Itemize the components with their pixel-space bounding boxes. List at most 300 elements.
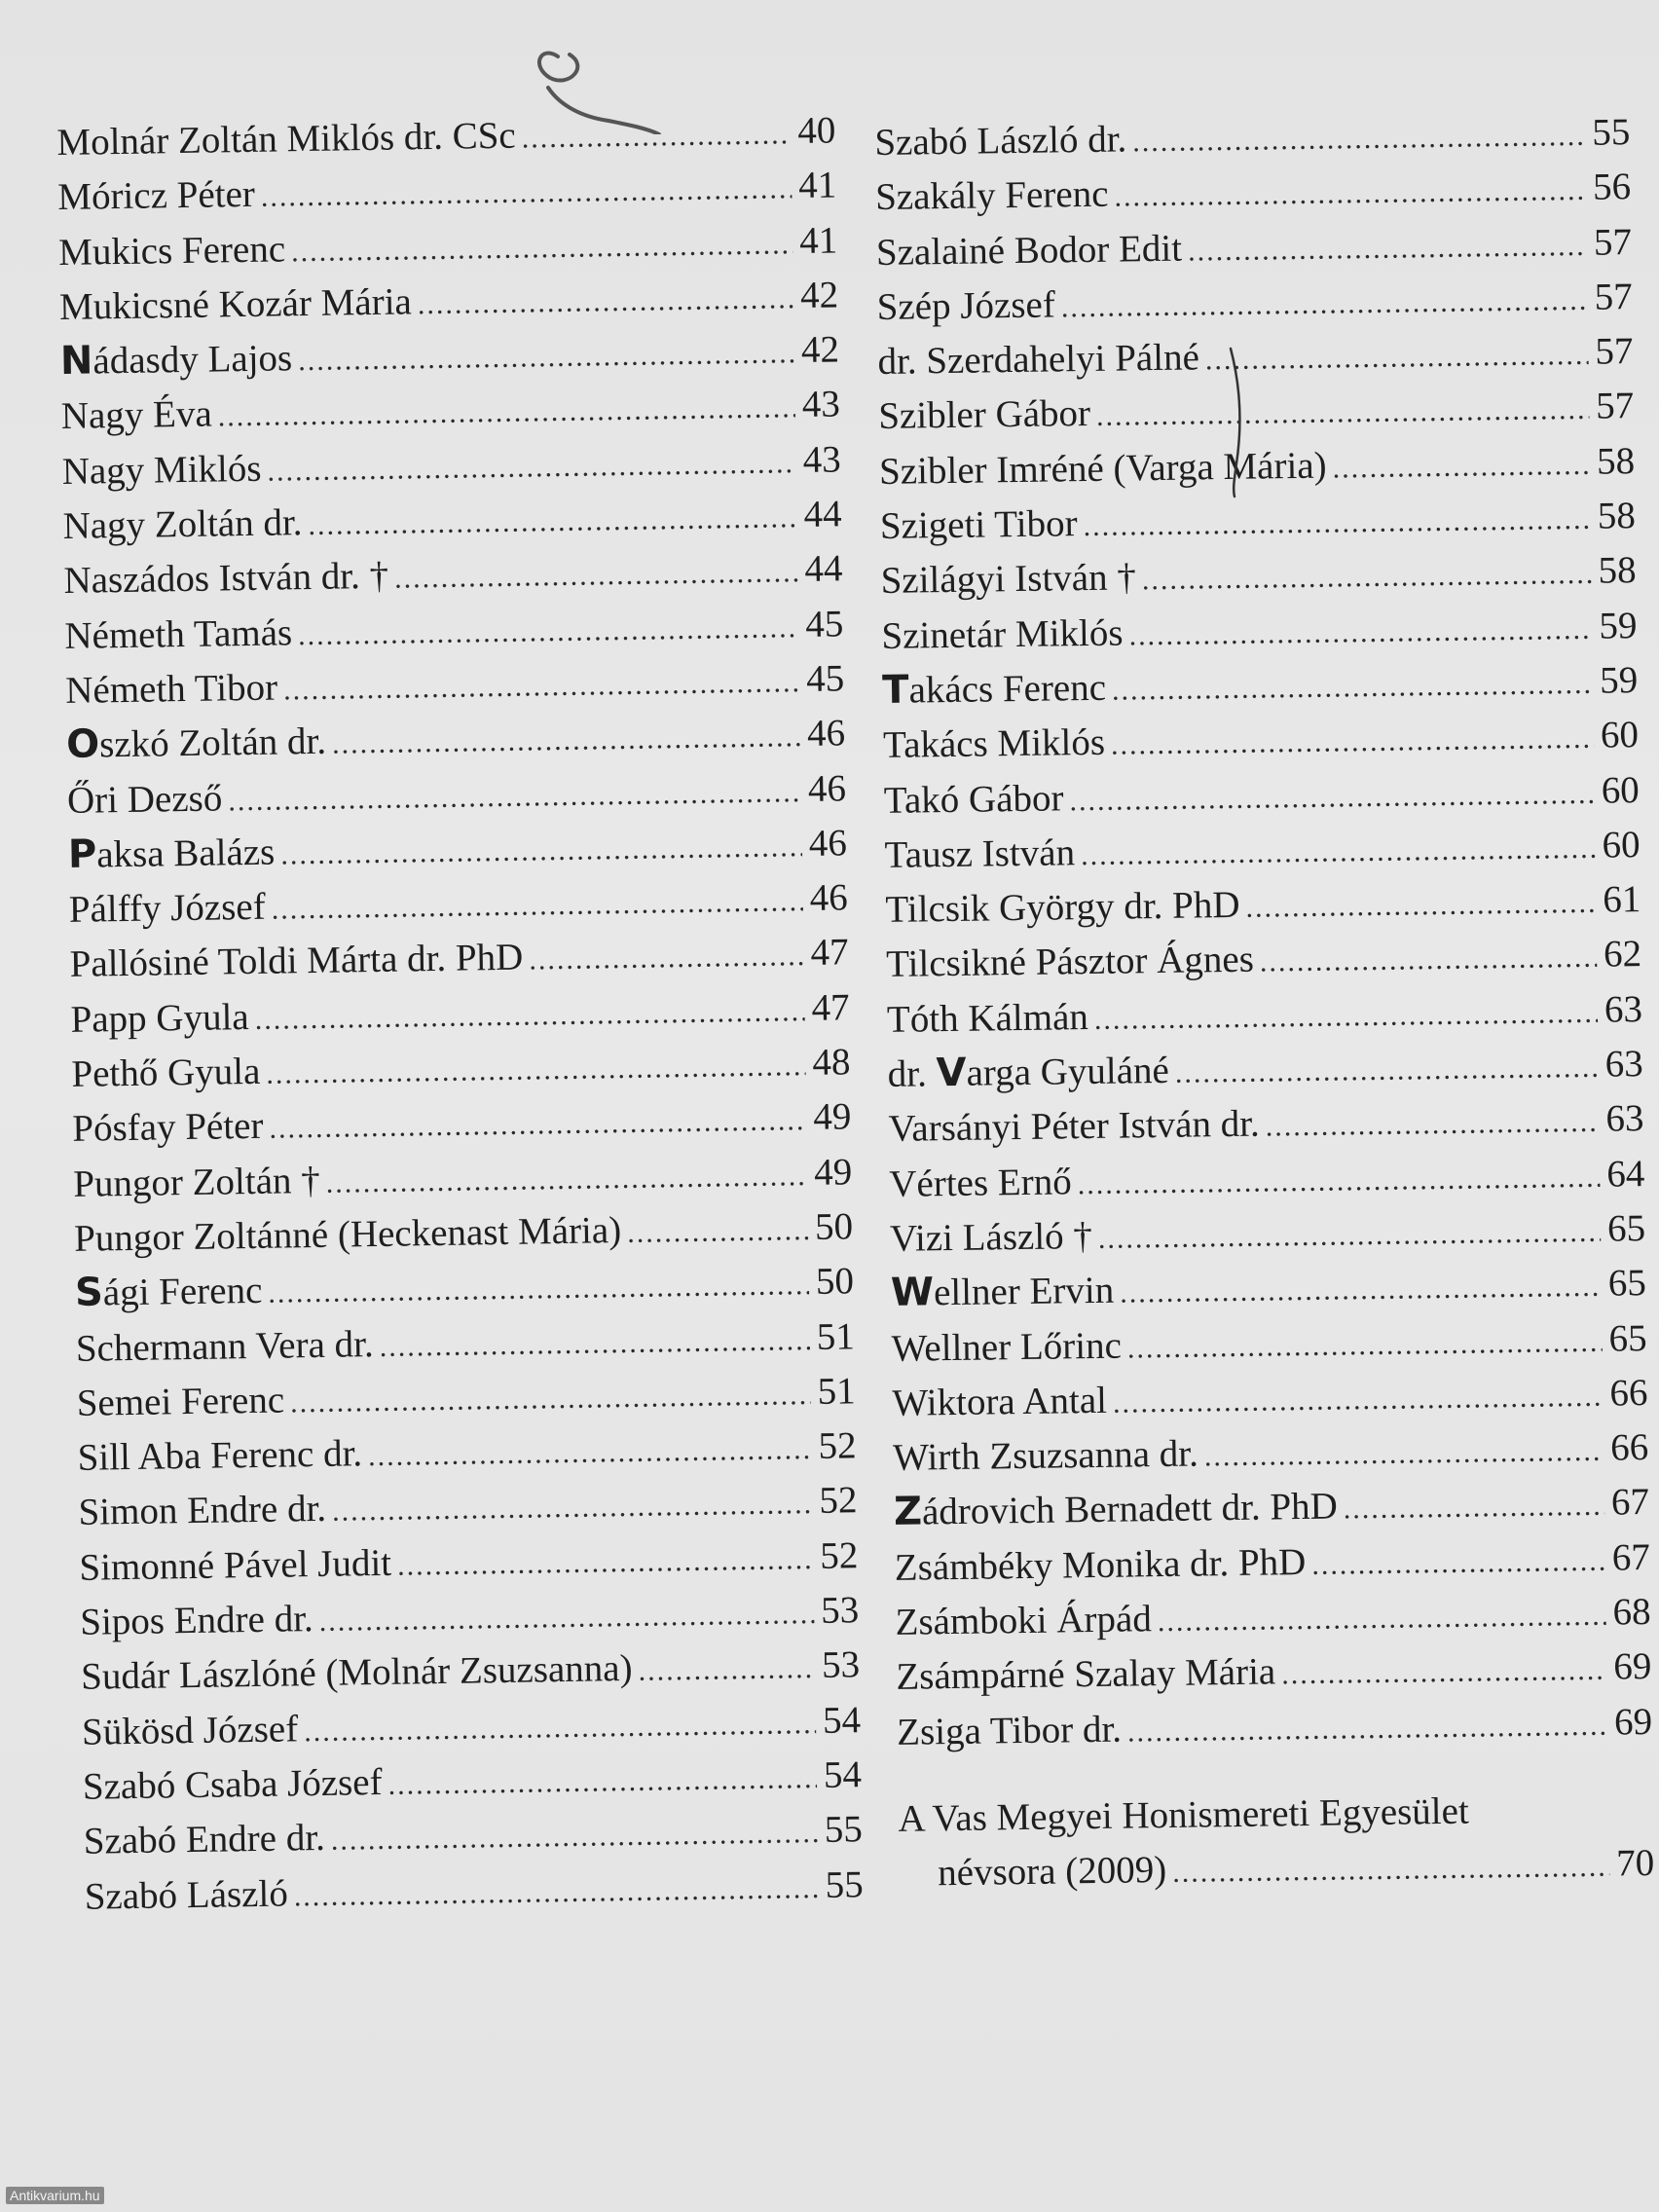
entry-page-number: 49 — [813, 1150, 853, 1194]
index-entry — [65, 650, 845, 718]
entry-name-text: Zsámbéky Monika dr. PhD — [894, 1540, 1307, 1589]
section-initial-letter: V — [936, 1050, 967, 1096]
dot-leader — [1121, 1314, 1603, 1376]
entry-page-number: 43 — [802, 438, 841, 481]
dot-leader — [319, 1149, 807, 1211]
footer-entry-page: 70 — [1615, 1841, 1655, 1885]
index-entry — [59, 267, 839, 334]
entry-name — [875, 166, 1109, 226]
index-entry — [72, 1089, 852, 1157]
index-entry — [887, 981, 1643, 1047]
dot-leader — [362, 1422, 812, 1485]
entry-page-number: 47 — [810, 931, 849, 975]
entry-page-number: 41 — [798, 219, 838, 262]
entry-name — [889, 1154, 1072, 1212]
entry-page-number: 42 — [799, 274, 839, 316]
entry-name-text: Vizi László † — [889, 1214, 1093, 1260]
index-entry — [894, 1530, 1650, 1595]
footer-entry-subtitle: névsora (2009) — [937, 1848, 1167, 1895]
index-entry — [881, 598, 1638, 663]
dot-leader — [1105, 712, 1595, 773]
dot-leader — [1126, 109, 1586, 170]
entry-name — [72, 1098, 264, 1157]
entry-page-number: 45 — [805, 657, 845, 700]
entry-name — [83, 1810, 325, 1869]
dot-leader — [411, 272, 793, 332]
entry-name — [75, 1316, 374, 1377]
pencil-scribble-mark — [511, 27, 667, 134]
dot-leader — [1306, 1533, 1605, 1593]
entry-page-number: 51 — [817, 1370, 857, 1413]
entry-page-number: 60 — [1601, 768, 1641, 812]
entry-name — [69, 930, 523, 993]
entry-name-text: Tilcsik György dr. PhD — [885, 883, 1240, 932]
entry-name-text: Semei Ferenc — [76, 1379, 285, 1424]
entry-name-text: arga Gyuláné — [966, 1049, 1170, 1094]
entry-name-text: aksa Balázs — [95, 830, 276, 876]
entry-page-number: 52 — [820, 1533, 859, 1577]
entry-name — [894, 1479, 1339, 1541]
index-entry — [84, 1857, 864, 1924]
entry-prefix: dr. — [887, 1052, 937, 1095]
index-entry — [875, 159, 1632, 224]
entry-name — [883, 715, 1106, 773]
dot-leader — [1198, 328, 1588, 388]
index-entry — [58, 212, 838, 279]
index-entry — [70, 979, 850, 1047]
entry-name-text: Szabó László — [84, 1871, 289, 1918]
entry-name — [878, 386, 1090, 444]
dot-leader — [265, 874, 803, 938]
section-initial-letter: W — [890, 1270, 935, 1316]
entry-page-number: 59 — [1599, 659, 1639, 702]
entry-name — [891, 1317, 1122, 1377]
entry-name — [893, 1426, 1198, 1487]
entry-name — [79, 1535, 392, 1596]
section-initial-letter: N — [59, 338, 93, 385]
entry-page-number: 57 — [1593, 220, 1633, 264]
entry-name-text: Nagy Zoltán dr. — [62, 501, 303, 548]
index-entry — [883, 707, 1640, 772]
index-entry — [82, 1692, 862, 1759]
entry-page-number: 40 — [797, 109, 836, 153]
entry-page-number: 58 — [1598, 549, 1637, 593]
index-entry — [897, 1694, 1653, 1759]
entry-name — [59, 274, 413, 335]
index-entry — [75, 1254, 855, 1321]
entry-name-text: Tausz István — [884, 831, 1076, 876]
entry-name-text: Őri Dezső — [66, 776, 223, 822]
entry-name — [75, 1263, 263, 1321]
entry-page-number: 69 — [1613, 1700, 1653, 1744]
entry-page-number: 49 — [812, 1095, 852, 1139]
dot-leader — [1114, 1260, 1602, 1321]
entry-page-number: 69 — [1613, 1645, 1652, 1688]
entry-name-text: Takács Miklós — [882, 721, 1106, 767]
entry-name — [891, 1263, 1115, 1321]
dot-leader — [1092, 1205, 1602, 1268]
index-entry — [76, 1363, 856, 1430]
index-entry — [883, 762, 1640, 828]
entry-name-text: Szép József — [876, 283, 1056, 328]
entry-name-text: szkó Zoltán dr. — [98, 719, 327, 766]
entry-page-number: 60 — [1600, 714, 1640, 756]
entry-name-text: Wiktora Antal — [892, 1379, 1108, 1424]
entry-name — [896, 1644, 1276, 1706]
entry-page-number: 46 — [809, 876, 849, 920]
index-entry — [880, 488, 1637, 553]
entry-name-text: ági Ferenc — [102, 1270, 263, 1314]
entry-page-number: 66 — [1609, 1371, 1648, 1415]
dot-leader — [388, 545, 798, 607]
index-entry — [67, 815, 847, 882]
entry-name-text: Szabó László dr. — [874, 118, 1127, 164]
section-initial-letter: P — [67, 831, 97, 877]
section-initial-letter: T — [881, 667, 909, 713]
index-entry — [63, 541, 843, 608]
index-entry — [876, 269, 1633, 334]
entry-name — [879, 437, 1327, 499]
entry-name — [84, 1865, 288, 1925]
pen-stroke-mark — [1227, 347, 1246, 498]
entry-name — [64, 605, 293, 664]
entry-name-text: Pungor Zoltán † — [72, 1159, 321, 1205]
dot-leader — [1151, 1589, 1606, 1650]
footer-entry-subtitle-row — [899, 1836, 1655, 1901]
right-index-column — [874, 104, 1655, 1901]
index-entry — [83, 1801, 863, 1868]
entry-name-text: Pethő Gyula — [71, 1050, 261, 1095]
entry-name-text: Pungor Zoltánné (Heckenast Mária) — [73, 1208, 622, 1260]
entry-name — [56, 108, 516, 171]
dot-leader — [262, 1258, 809, 1321]
dot-leader — [1054, 274, 1588, 336]
entry-name — [73, 1153, 320, 1212]
entry-name-text: Simon Endre dr. — [78, 1488, 327, 1534]
entry-page-number: 51 — [816, 1314, 856, 1358]
index-entry — [57, 158, 837, 225]
entry-name-text: Zsámboki Árpád — [895, 1598, 1153, 1643]
entry-name — [883, 770, 1063, 829]
left-index-column — [56, 102, 864, 1923]
index-entry — [60, 322, 840, 389]
entry-page-number: 47 — [811, 986, 850, 1029]
entry-name — [78, 1481, 326, 1540]
entry-name — [882, 660, 1107, 719]
entry-name — [66, 714, 327, 773]
entry-page-number: 43 — [801, 383, 841, 426]
index-entry — [62, 486, 842, 553]
entry-page-number: 58 — [1596, 439, 1636, 483]
index-entry — [75, 1309, 855, 1376]
entry-name-text: Tilcsikné Pásztor Ágnes — [885, 939, 1255, 986]
index-entry — [886, 927, 1642, 992]
entry-name-text: Szabó Endre dr. — [83, 1817, 326, 1862]
dot-leader — [1135, 547, 1592, 608]
entry-page-number: 65 — [1607, 1262, 1647, 1305]
entry-page-number: 50 — [814, 1205, 854, 1248]
watermark: Antikvarium.hu — [6, 2187, 104, 2204]
entry-name — [80, 1591, 313, 1650]
index-entry — [887, 1036, 1643, 1101]
dot-leader — [1122, 1698, 1608, 1759]
index-entry — [77, 1418, 857, 1485]
index-entry — [880, 542, 1637, 608]
dot-leader — [1168, 1041, 1599, 1101]
entry-page-number: 64 — [1605, 1152, 1645, 1196]
entry-name-text: Szabó Csaba József — [82, 1760, 383, 1808]
index-entry — [885, 871, 1641, 937]
entry-name — [83, 1754, 383, 1815]
entry-name — [888, 1096, 1260, 1158]
index-entry — [879, 433, 1636, 498]
entry-name-text: Wirth Zsuzsanna dr. — [892, 1432, 1199, 1479]
entry-name — [890, 1208, 1093, 1267]
entry-name-text: Mukics Ferenc — [57, 227, 286, 274]
entry-name — [877, 330, 1199, 390]
entry-page-number: 54 — [822, 1698, 862, 1742]
index-entry — [890, 1200, 1646, 1266]
dot-leader — [326, 1477, 813, 1539]
entry-page-number: 50 — [815, 1260, 855, 1304]
dot-leader — [382, 1751, 817, 1813]
index-entry — [891, 1310, 1647, 1376]
entry-name-text: Wellner Lőrinc — [891, 1324, 1123, 1370]
entry-name — [886, 932, 1254, 993]
entry-name — [82, 1701, 299, 1760]
entry-name-text: Pallósiné Toldi Márta dr. PhD — [69, 937, 524, 986]
entry-name-text: Németh Tamás — [64, 610, 293, 657]
index-entry — [878, 379, 1635, 444]
entry-page-number: 46 — [808, 822, 848, 865]
dot-leader — [1075, 822, 1596, 884]
entry-name — [61, 441, 262, 500]
index-entry — [71, 1034, 851, 1101]
entry-name — [62, 495, 303, 554]
entry-name — [880, 496, 1078, 554]
dot-leader — [391, 1532, 814, 1594]
entry-name — [881, 605, 1124, 664]
entry-name-text: Mukicsné Kozár Mária — [58, 280, 413, 328]
dot-leader — [523, 930, 804, 989]
entry-page-number: 48 — [812, 1041, 851, 1084]
entry-page-number: 45 — [804, 603, 844, 645]
entry-page-number: 57 — [1595, 330, 1634, 373]
index-entry — [80, 1582, 860, 1649]
entry-page-number: 65 — [1608, 1316, 1647, 1360]
dot-leader — [292, 326, 795, 388]
dot-leader — [373, 1313, 810, 1375]
entry-name-text: Móricz Péter — [56, 173, 256, 219]
dot-leader — [1254, 931, 1598, 990]
entry-page-number: 57 — [1595, 385, 1635, 428]
entry-name — [67, 824, 275, 883]
entry-page-number: 63 — [1604, 987, 1643, 1031]
entry-page-number: 57 — [1594, 276, 1633, 318]
dot-leader — [1166, 1840, 1610, 1900]
entry-name-text: Vértes Ernő — [889, 1160, 1072, 1205]
entry-name — [58, 221, 286, 280]
entry-name-text: Sudár Lászlóné (Molnár Zsuzsanna) — [80, 1647, 633, 1699]
entry-name-text: dr. Szerdahelyi Pálné — [877, 336, 1200, 384]
index-entry — [891, 1255, 1647, 1320]
entry-page-number: 53 — [821, 1643, 861, 1687]
entry-page-number: 41 — [797, 164, 837, 207]
entry-name — [77, 1425, 362, 1486]
entry-name-text: ádrovich Bernadett dr. PhD — [921, 1485, 1339, 1533]
entry-name — [74, 1202, 622, 1267]
dot-leader — [1326, 438, 1590, 497]
dot-leader — [313, 1587, 814, 1649]
entry-name — [67, 770, 223, 829]
entry-name — [894, 1534, 1306, 1596]
entry-page-number: 54 — [823, 1753, 863, 1796]
section-initial-letter: O — [65, 721, 100, 768]
dot-leader — [1275, 1643, 1607, 1703]
entry-name-text: ellner Ervin — [933, 1269, 1115, 1314]
entry-name-text: Pálffy József — [68, 885, 266, 932]
entry-page-number: 59 — [1599, 604, 1638, 647]
entry-name-text: Varsányi Péter István dr. — [888, 1102, 1261, 1151]
entry-name-text: Szakály Ferenc — [874, 172, 1109, 219]
entry-page-number: 55 — [1592, 111, 1631, 154]
dot-leader — [285, 217, 793, 279]
entry-name — [70, 989, 249, 1048]
index-entry — [60, 377, 840, 444]
entry-page-number: 55 — [824, 1808, 864, 1852]
dot-leader — [1063, 766, 1595, 829]
entry-name — [65, 659, 278, 719]
entry-name-text: Szibler Gábor — [878, 392, 1091, 438]
entry-page-number: 44 — [803, 493, 842, 536]
dot-leader — [211, 382, 795, 446]
footer-entry-title: A Vas Megyei Honismereti Egyesület — [898, 1789, 1470, 1840]
dot-leader — [1071, 1150, 1600, 1212]
index-entry — [68, 869, 848, 937]
dot-leader — [277, 655, 800, 719]
dot-leader — [621, 1203, 809, 1261]
dot-leader — [326, 710, 801, 772]
entry-name — [60, 330, 293, 389]
entry-page-number: 56 — [1592, 166, 1632, 208]
dot-leader — [1123, 602, 1593, 663]
dot-leader — [1107, 1370, 1604, 1431]
entry-page-number: 53 — [820, 1589, 860, 1632]
dot-leader — [248, 984, 805, 1048]
entry-name-text: Németh Tibor — [64, 666, 278, 712]
entry-name — [876, 276, 1055, 335]
entry-name — [63, 548, 388, 609]
entry-name-text: Sipos Endre dr. — [79, 1598, 314, 1643]
index-entry — [877, 323, 1634, 388]
entry-page-number: 67 — [1611, 1535, 1651, 1579]
dot-leader — [275, 820, 802, 883]
entry-name-text: Sükösd József — [81, 1707, 299, 1753]
entry-name — [884, 825, 1075, 883]
entry-name-text: Naszádos István dr. † — [63, 555, 389, 603]
entry-page-number: 46 — [807, 766, 847, 810]
dot-leader — [1198, 1424, 1604, 1485]
dot-leader — [263, 1093, 807, 1157]
dot-leader — [302, 491, 797, 553]
entry-name-text: Szibler Imréné (Varga Mária) — [878, 444, 1327, 493]
dot-leader — [324, 1806, 818, 1868]
dot-leader — [1088, 985, 1598, 1048]
entry-name — [885, 877, 1240, 938]
dot-leader — [284, 1368, 811, 1431]
entry-name — [81, 1641, 633, 1705]
dot-leader — [1090, 383, 1590, 444]
index-entry — [876, 214, 1633, 279]
index-entry — [56, 102, 836, 169]
index-entry — [79, 1528, 859, 1595]
entry-name-text: akács Ferenc — [908, 666, 1107, 712]
entry-name-text: Sill Aba Ferenc dr. — [77, 1432, 363, 1479]
entry-name-text: Zsámpárné Szalay Mária — [896, 1650, 1276, 1699]
entry-name — [76, 1372, 284, 1431]
index-entry — [896, 1639, 1652, 1704]
entry-page-number: 44 — [804, 547, 843, 591]
entry-name-text: Papp Gyula — [70, 995, 249, 1041]
index-entry — [69, 925, 849, 992]
entry-name-text: Zsiga Tibor dr. — [896, 1708, 1123, 1753]
index-entry — [78, 1473, 858, 1540]
section-initial-letter: Z — [893, 1489, 923, 1535]
index-entry — [874, 104, 1631, 169]
entry-name — [892, 1373, 1107, 1431]
dot-leader — [1239, 876, 1597, 936]
dot-leader — [1259, 1095, 1600, 1155]
dot-leader — [298, 1697, 817, 1760]
index-entry — [894, 1474, 1650, 1539]
entry-name-text: Szigeti Tibor — [879, 502, 1078, 548]
entry-name — [57, 166, 255, 225]
entry-page-number: 46 — [806, 712, 846, 756]
dot-leader — [1108, 164, 1586, 225]
index-entry — [893, 1419, 1649, 1485]
right-index-list — [874, 104, 1653, 1759]
entry-page-number: 63 — [1605, 1097, 1644, 1140]
entry-name — [60, 387, 212, 445]
index-entry — [83, 1747, 863, 1814]
entry-page-number: 67 — [1610, 1481, 1650, 1524]
dot-leader — [632, 1641, 815, 1699]
entry-name — [68, 879, 266, 938]
dot-leader — [1337, 1479, 1604, 1537]
dot-leader — [254, 162, 792, 225]
entry-page-number: 52 — [818, 1424, 857, 1467]
dot-leader — [261, 436, 796, 499]
entry-page-number: 58 — [1597, 495, 1637, 537]
entry-name — [895, 1591, 1152, 1650]
dot-leader — [287, 1861, 819, 1924]
entry-name — [887, 989, 1089, 1048]
index-entry — [888, 1090, 1644, 1156]
entry-name-text: Nagy Miklós — [61, 447, 262, 493]
entry-page-number: 62 — [1603, 933, 1642, 977]
entry-name-text: Molnár Zoltán Miklós dr. CSc — [56, 114, 516, 164]
index-entry — [895, 1584, 1651, 1649]
entry-name-text: Szinetár Miklós — [881, 611, 1124, 657]
dot-leader — [1182, 218, 1588, 278]
section-initial-letter: S — [74, 1270, 104, 1316]
index-entry — [74, 1198, 854, 1266]
entry-page-number: 63 — [1604, 1043, 1643, 1086]
dot-leader — [1106, 657, 1594, 719]
footer-index-entry — [898, 1782, 1654, 1901]
entry-name-text: Szilágyi István † — [880, 556, 1137, 603]
index-entry — [81, 1638, 861, 1705]
